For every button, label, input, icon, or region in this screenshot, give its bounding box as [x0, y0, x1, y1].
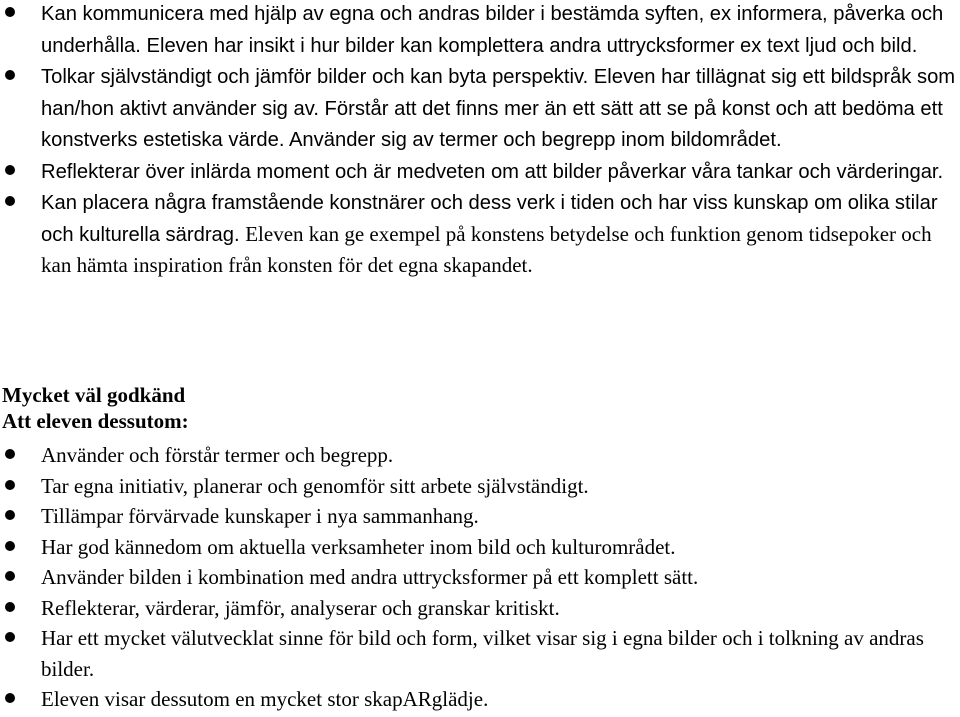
list-item-text: Eleven visar dessutom en mycket stor skapARglädje.	[41, 687, 489, 711]
list-item-text: Tar egna initiativ, planerar och genomför sitt arbete självständigt.	[41, 473, 589, 498]
bullet-icon	[5, 196, 15, 206]
criteria-list-top	[0, 0, 960, 281]
list-item-text: Har ett mycket välutvecklat sinne för bild och form, vilket visar sig i egna bilder och i tolkning av andras bilder.	[41, 626, 924, 681]
list-item	[0, 684, 960, 715]
list-item-text: Reflekterar, värderar, jämför, analyserar och granskar kritiskt.	[41, 595, 560, 620]
bullet-icon	[5, 602, 15, 612]
list-item-text: Använder bilden i kombination med andra uttrycksformer på ett komplett sätt.	[41, 565, 699, 589]
list-item-text: Tolkar självständigt och jämför bilder och kan byta perspektiv. Eleven har tillägnat sig ett bildspråk som han/hon aktivt använder sig av. Förstår att det finns mer än ett sätt att se på konst och att bedöma ett konstverks estetiska värde. Använder sig av termer och begrepp inom bildområdet.	[41, 66, 956, 151]
list-item	[0, 562, 960, 593]
list-item	[0, 593, 960, 624]
list-item	[0, 0, 960, 61]
bullet-icon	[5, 7, 15, 17]
section-headings	[2, 382, 189, 434]
criteria-list-bottom	[0, 440, 960, 715]
bullet-icon	[5, 480, 15, 490]
sub-heading: Att eleven dessutom:	[2, 409, 189, 433]
list-item	[0, 623, 960, 684]
bullet-icon	[5, 165, 15, 175]
list-item-text: Kan kommunicera med hjälp av egna och andras bilder i bestämda syften, ex informera, påverka och underhålla. Eleven har insikt i hur bilder kan komplettera andra uttrycksformer ex text ljud och bild.	[41, 3, 944, 57]
list-item	[0, 156, 960, 188]
list-item	[0, 501, 960, 532]
bullet-icon	[5, 541, 15, 551]
list-item	[0, 532, 960, 563]
list-item-text: Reflekterar över inlärda moment och är medveten om att bilder påverkar våra tankar och värderingar.	[41, 160, 944, 183]
list-item	[0, 61, 960, 156]
list-item-text: Använder och förstår termer och begrepp.	[41, 443, 394, 467]
list-item	[0, 471, 960, 502]
list-item-text: Tillämpar förvärvade kunskaper i nya sammanhang.	[41, 504, 479, 528]
bullet-icon	[5, 693, 15, 703]
list-item-text: Kan placera några framstående konstnärer och dess verk i tiden och har viss kunskap om olika stilar och kulturella särdrag.	[41, 192, 938, 246]
list-item-text: Har god kännedom om aktuella verksamheter inom bild och kulturområdet.	[41, 534, 676, 559]
grade-heading: Mycket väl godkänd	[2, 383, 186, 407]
bullet-icon	[5, 449, 15, 459]
list-item	[0, 187, 960, 281]
bullet-icon	[5, 571, 15, 581]
bullet-icon	[5, 632, 15, 642]
list-item	[0, 440, 960, 471]
bullet-icon	[5, 70, 15, 80]
list-item-text-continued: Eleven kan ge exempel på konstens betydelse och funktion genom tidsepoker och kan hämta inspiration från konsten för det egna skapandet.	[41, 221, 932, 277]
bullet-icon	[5, 510, 15, 520]
